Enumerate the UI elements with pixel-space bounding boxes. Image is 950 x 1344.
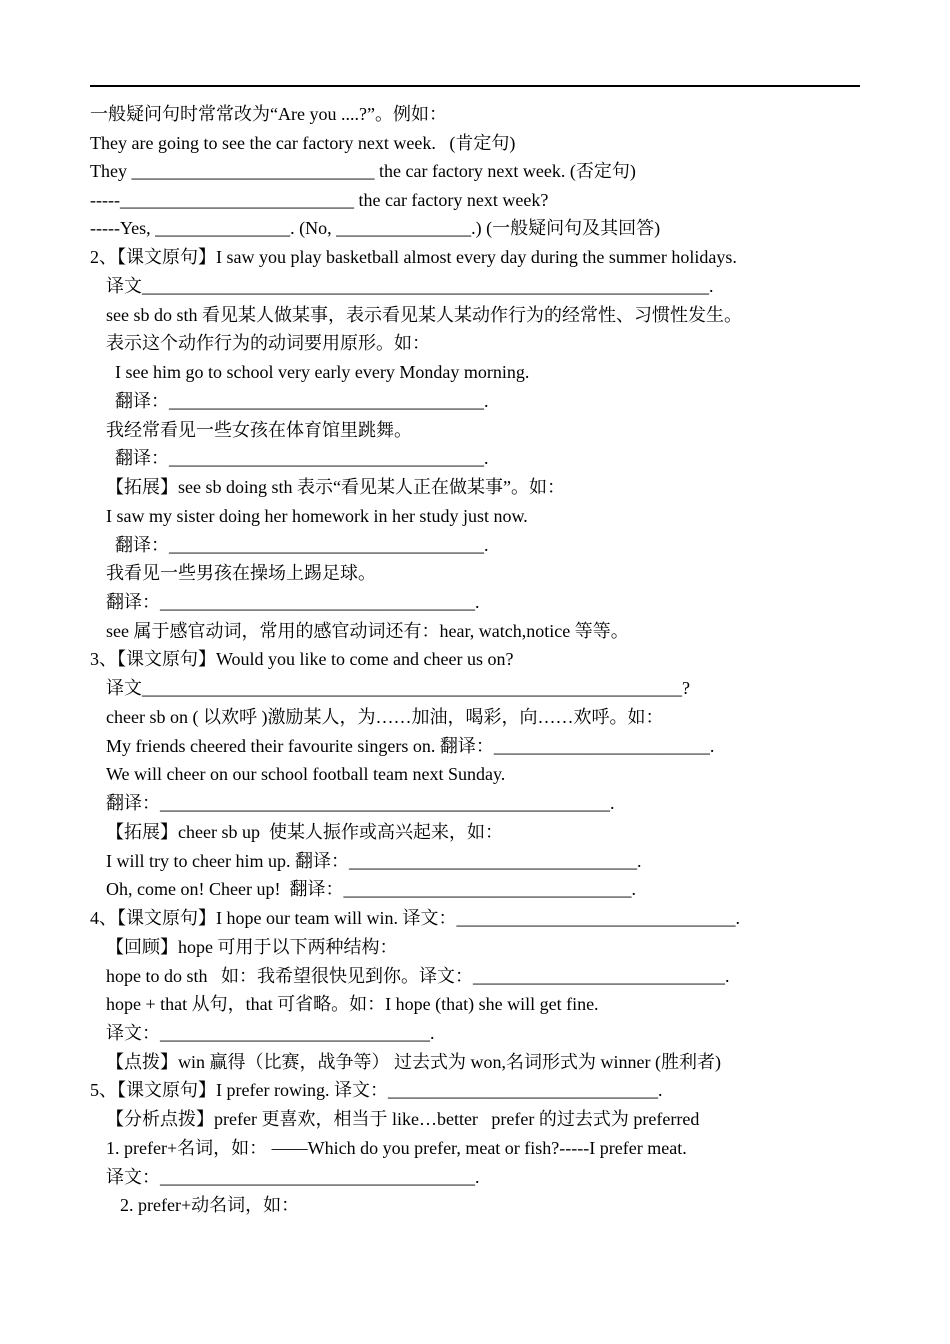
text-line: We will cheer on our school football team next Sunday. bbox=[106, 764, 506, 784]
text-line: 【回顾】hope 可用于以下两种结构： bbox=[106, 937, 398, 957]
text-line: -----__________________________ the car factory next week? bbox=[90, 190, 549, 210]
text-line: 翻译：___________________________________. bbox=[115, 535, 489, 555]
text-line: I saw my sister doing her homework in her study just now. bbox=[106, 506, 528, 526]
text-line: 翻译：___________________________________. bbox=[106, 592, 480, 612]
text-line: They are going to see the car factory next week. (肯定句) bbox=[90, 133, 516, 153]
header-rule bbox=[90, 85, 860, 87]
text-line: Oh, come on! Cheer up! 翻译：________________________________. bbox=[106, 879, 636, 899]
text-line: They ___________________________ the car factory next week. (否定句) bbox=[90, 161, 636, 181]
text-line: hope + that 从句，that 可省略。如：I hope (that) she will get fine. bbox=[106, 994, 599, 1014]
text-line: 译文：___________________________________. bbox=[106, 1167, 480, 1187]
text-line: I will try to cheer him up. 翻译：________________________________. bbox=[106, 851, 642, 871]
text-line: hope to do sth 如：我希望很快见到你。译文：____________________________. bbox=[106, 966, 730, 986]
text-line: 译文：______________________________. bbox=[106, 1023, 435, 1043]
text-line: 1. prefer+名词，如： ——Which do you prefer, meat or fish?-----I prefer meat. bbox=[106, 1138, 687, 1158]
text-line: 【分析点拨】prefer 更喜欢，相当于 like…better prefer 的过去式为 preferred bbox=[106, 1109, 700, 1129]
text-line: 我经常看见一些女孩在体育馆里跳舞。 bbox=[106, 420, 412, 440]
section-heading: 5、【课文原句】I prefer rowing. 译文：______________________________. bbox=[90, 1080, 663, 1100]
section-heading: 2、【课文原句】I saw you play basketball almost every day during the summer holidays. bbox=[90, 247, 737, 267]
text-line: cheer sb on ( 以欢呼 )激励某人，为……加油，喝彩，向……欢呼。如： bbox=[106, 707, 664, 727]
text-line: 译文_______________________________________________________________. bbox=[106, 276, 714, 296]
text-line: I see him go to school very early every Monday morning. bbox=[115, 362, 530, 382]
text-line: 译文____________________________________________________________? bbox=[106, 678, 690, 698]
text-line: 表示这个动作行为的动词要用原形。如： bbox=[106, 333, 430, 353]
text-line: 一般疑问句时常常改为“Are you ....?”。例如： bbox=[90, 104, 447, 124]
text-line: see 属于感官动词，常用的感官动词还有：hear, watch,notice 等等。 bbox=[106, 621, 629, 641]
text-line: 翻译：___________________________________. bbox=[115, 448, 489, 468]
text-line: see sb do sth 看见某人做某事，表示看见某人某动作行为的经常性、习惯性发生。 bbox=[106, 305, 742, 325]
text-line: 【拓展】cheer sb up 使某人振作或高兴起来，如： bbox=[106, 822, 503, 842]
text-line: 翻译：___________________________________. bbox=[115, 391, 489, 411]
section-heading: 3、【课文原句】Would you like to come and cheer us on? bbox=[90, 649, 514, 669]
text-line: 翻译：__________________________________________________. bbox=[106, 793, 615, 813]
text-line: 【点拨】win 赢得（比赛，战争等） 过去式为 won,名词形式为 winner (胜利者) bbox=[106, 1052, 721, 1072]
text-line: 我看见一些男孩在操场上踢足球。 bbox=[106, 563, 376, 583]
text-line: -----Yes, _______________. (No, _______________.) (一般疑问句及其回答) bbox=[90, 218, 661, 238]
text-line: My friends cheered their favourite singers on. 翻译：________________________. bbox=[106, 736, 715, 756]
text-line: 2. prefer+动名词，如： bbox=[120, 1195, 300, 1215]
text-line: 【拓展】see sb doing sth 表示“看见某人正在做某事”。如： bbox=[106, 477, 565, 497]
section-heading: 4、【课文原句】I hope our team will win. 译文：_______________________________. bbox=[90, 908, 740, 928]
